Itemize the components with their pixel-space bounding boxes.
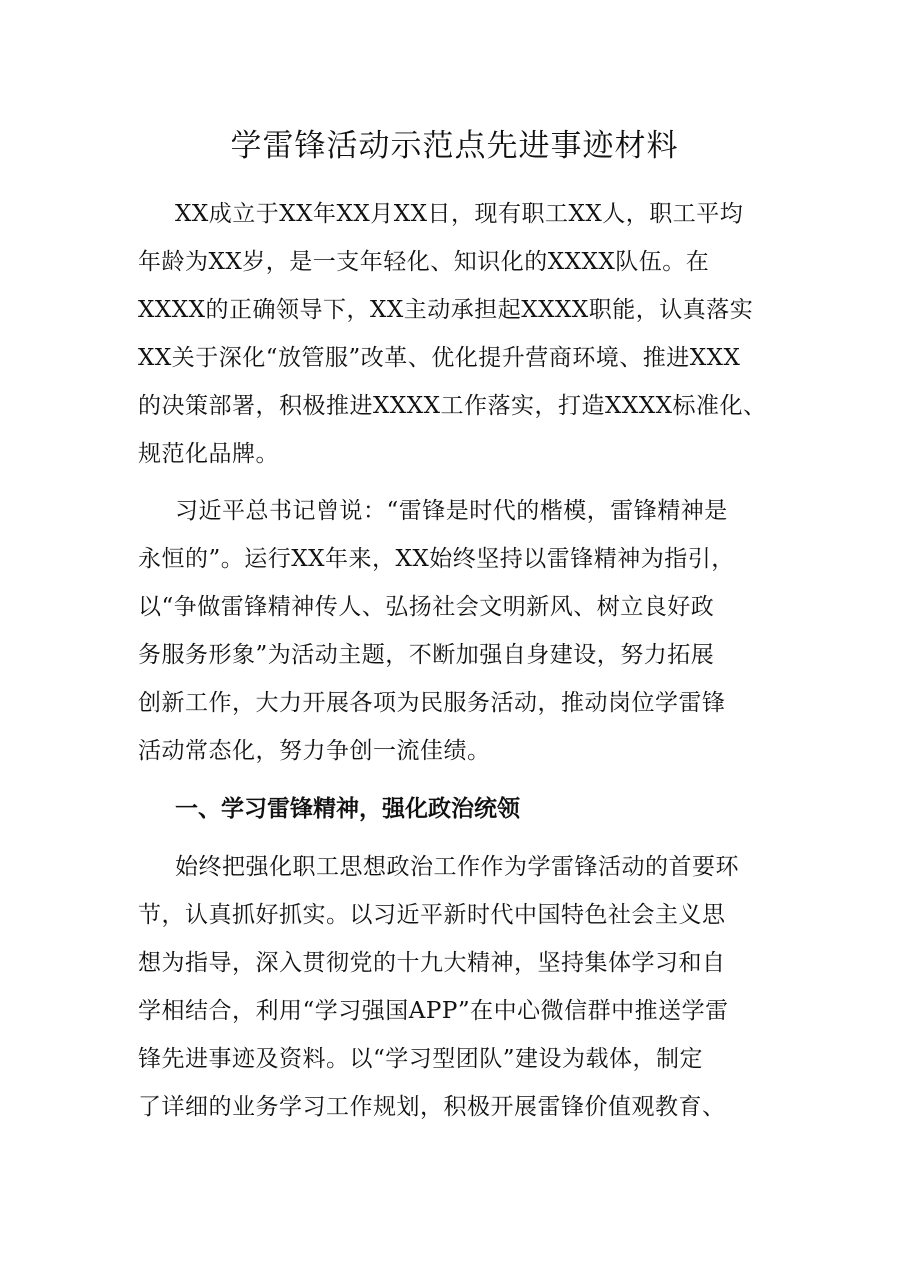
paragraph-line: 节，认真抓好抓实。以习近平新时代中国特色社会主义思 <box>138 902 726 928</box>
paragraph-line: 活动常态化，努力争创一流佳绩。 <box>138 738 491 764</box>
paragraph-line: 了详细的业务学习工作规划，积极开展雷锋价值观教育、 <box>138 1094 726 1120</box>
paragraph-line: 年龄为XX岁，是一支年轻化、知识化的XXXX队伍。在 <box>138 249 710 275</box>
paragraph-line: 学相结合，利用“学习强国APP”在中心微信群中推送学雷 <box>138 998 729 1024</box>
paragraph-line: 的决策部署，积极推进XXXX工作落实，打造XXXX标准化、 <box>138 393 767 419</box>
paragraph-line: 锋先进事迹及资料。以“学习型团队”建设为载体，制定 <box>138 1046 704 1072</box>
paragraph-line: 创新工作，大力开展各项为民服务活动，推动岗位学雷锋 <box>138 690 726 716</box>
paragraph-line: XXXX的正确领导下，XX主动承担起XXXX职能，认真落实 <box>138 297 754 323</box>
section-heading: 一、学习雷锋精神，强化政治统领 <box>175 796 520 822</box>
paragraph-line: 规范化品牌。 <box>138 441 279 467</box>
document-title: 学雷锋活动示范点先进事迹材料 <box>230 128 679 164</box>
paragraph-line: XX成立于XX年XX月XX日，现有职工XX人，职工平均 <box>175 201 744 227</box>
paragraph-line: 想为指导，深入贯彻党的十九大精神，坚持集体学习和自 <box>138 950 726 976</box>
paragraph-line: 以“争做雷锋精神传人、弘扬社会文明新风、树立良好政 <box>138 594 715 620</box>
paragraph-line: 习近平总书记曾说：“雷锋是时代的楷模，雷锋精神是 <box>175 498 728 524</box>
paragraph-line: XX关于深化“放管服”改革、优化提升营商环境、推进XXX <box>138 345 741 371</box>
paragraph-line: 始终把强化职工思想政治工作作为学雷锋活动的首要环 <box>175 854 739 880</box>
paragraph-line: 务服务形象”为活动主题，不断加强自身建设，努力拓展 <box>138 642 715 668</box>
paragraph-line: 永恒的”。运行XX年来，XX始终坚持以雷锋精神为指引， <box>138 546 735 572</box>
